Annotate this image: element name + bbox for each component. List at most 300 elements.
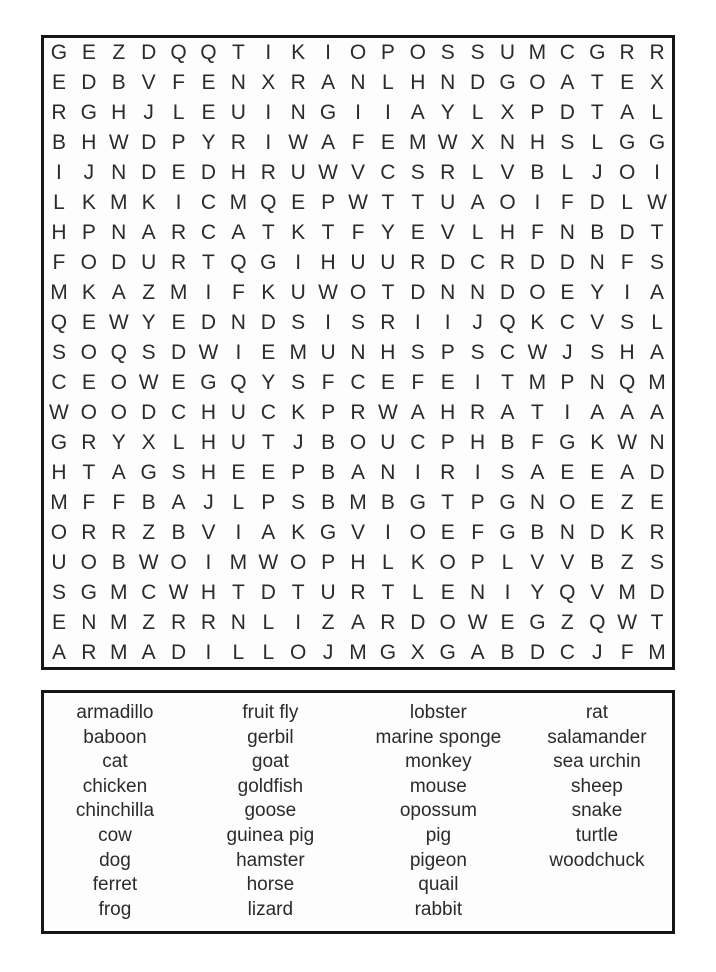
grid-cell[interactable]: R: [81, 520, 97, 544]
grid-cell[interactable]: R: [81, 430, 97, 454]
grid-cell[interactable]: I: [474, 460, 481, 484]
grid-cell[interactable]: L: [262, 640, 275, 664]
grid-cell[interactable]: A: [560, 71, 575, 95]
grid-cell[interactable]: D: [81, 71, 97, 95]
grid-cell[interactable]: F: [620, 640, 634, 664]
grid-cell[interactable]: I: [654, 161, 660, 185]
grid-cell[interactable]: T: [590, 101, 604, 125]
grid-cell[interactable]: F: [112, 490, 126, 514]
grid-cell[interactable]: E: [590, 460, 605, 484]
grid-cell[interactable]: H: [200, 580, 217, 604]
grid-cell[interactable]: H: [200, 430, 217, 454]
grid-cell[interactable]: U: [51, 550, 67, 574]
grid-cell[interactable]: Y: [590, 281, 605, 305]
grid-cell[interactable]: D: [141, 131, 157, 155]
grid-cell[interactable]: B: [171, 520, 186, 544]
grid-cell[interactable]: P: [440, 430, 455, 454]
grid-cell[interactable]: W: [288, 131, 309, 155]
grid-cell[interactable]: B: [321, 460, 336, 484]
grid-cell[interactable]: Y: [141, 311, 156, 335]
grid-cell[interactable]: E: [620, 71, 635, 95]
grid-cell[interactable]: O: [170, 550, 187, 574]
grid-cell[interactable]: B: [500, 640, 515, 664]
grid-cell[interactable]: T: [291, 580, 305, 604]
grid-cell[interactable]: S: [410, 161, 425, 185]
grid-cell[interactable]: U: [380, 430, 396, 454]
grid-cell[interactable]: C: [559, 311, 575, 335]
grid-cell[interactable]: I: [384, 101, 391, 125]
grid-cell[interactable]: W: [467, 610, 488, 634]
grid-cell[interactable]: I: [474, 370, 481, 394]
grid-cell[interactable]: Q: [200, 41, 217, 65]
grid-cell[interactable]: C: [410, 430, 426, 454]
grid-cell[interactable]: M: [50, 490, 68, 514]
grid-cell[interactable]: H: [440, 400, 456, 424]
grid-cell[interactable]: A: [350, 460, 365, 484]
grid-cell[interactable]: V: [141, 71, 156, 95]
grid-cell[interactable]: M: [618, 580, 636, 604]
grid-cell[interactable]: U: [141, 251, 157, 275]
grid-cell[interactable]: I: [205, 281, 212, 305]
grid-cell[interactable]: K: [291, 41, 306, 65]
grid-cell[interactable]: S: [171, 460, 186, 484]
grid-cell[interactable]: C: [200, 191, 217, 215]
grid-cell[interactable]: I: [414, 460, 421, 484]
grid-cell[interactable]: U: [230, 101, 246, 125]
grid-cell[interactable]: M: [229, 550, 248, 574]
grid-cell[interactable]: A: [321, 131, 336, 155]
grid-cell[interactable]: V: [440, 221, 455, 245]
grid-cell[interactable]: D: [589, 520, 605, 544]
grid-cell[interactable]: N: [649, 430, 665, 454]
grid-cell[interactable]: R: [470, 400, 486, 424]
grid-cell[interactable]: O: [290, 640, 307, 664]
grid-cell[interactable]: A: [231, 221, 246, 245]
grid-cell[interactable]: A: [620, 101, 635, 125]
grid-cell[interactable]: H: [200, 460, 217, 484]
grid-cell[interactable]: A: [590, 400, 605, 424]
grid-cell[interactable]: I: [624, 281, 631, 305]
grid-cell[interactable]: A: [470, 191, 485, 215]
grid-cell[interactable]: O: [80, 550, 98, 574]
grid-cell[interactable]: S: [620, 311, 635, 335]
grid-cell[interactable]: K: [81, 281, 96, 305]
grid-cell[interactable]: J: [83, 161, 95, 185]
grid-cell[interactable]: P: [291, 460, 306, 484]
grid-cell[interactable]: Z: [112, 41, 126, 65]
grid-cell[interactable]: E: [380, 131, 395, 155]
grid-cell[interactable]: P: [530, 101, 545, 125]
grid-cell[interactable]: C: [51, 370, 67, 394]
grid-cell[interactable]: K: [291, 400, 306, 424]
grid-cell[interactable]: M: [349, 490, 367, 514]
grid-cell[interactable]: D: [559, 251, 575, 275]
grid-cell[interactable]: U: [290, 281, 306, 305]
grid-cell[interactable]: I: [414, 311, 421, 335]
grid-cell[interactable]: G: [319, 520, 337, 544]
grid-cell[interactable]: S: [350, 311, 365, 335]
grid-cell[interactable]: V: [590, 311, 605, 335]
grid-cell[interactable]: F: [620, 251, 634, 275]
grid-cell[interactable]: Z: [560, 610, 574, 634]
grid-cell[interactable]: W: [437, 131, 458, 155]
grid-cell[interactable]: G: [648, 131, 666, 155]
grid-cell[interactable]: M: [648, 640, 666, 664]
grid-cell[interactable]: P: [380, 41, 395, 65]
grid-cell[interactable]: R: [619, 41, 635, 65]
grid-cell[interactable]: I: [564, 400, 571, 424]
grid-cell[interactable]: O: [80, 400, 98, 424]
grid-cell[interactable]: S: [470, 340, 485, 364]
grid-cell[interactable]: L: [561, 161, 574, 185]
grid-cell[interactable]: M: [289, 340, 307, 364]
grid-cell[interactable]: D: [529, 640, 545, 664]
grid-cell[interactable]: G: [499, 490, 516, 514]
grid-cell[interactable]: F: [411, 370, 425, 394]
grid-cell[interactable]: C: [141, 580, 157, 604]
grid-cell[interactable]: D: [499, 281, 516, 305]
grid-cell[interactable]: B: [530, 520, 545, 544]
grid-cell[interactable]: O: [618, 161, 636, 185]
grid-cell[interactable]: N: [589, 370, 605, 394]
grid-cell[interactable]: E: [291, 191, 306, 215]
grid-cell[interactable]: F: [321, 370, 335, 394]
grid-cell[interactable]: D: [440, 251, 456, 275]
grid-cell[interactable]: P: [81, 221, 96, 245]
grid-cell[interactable]: G: [499, 520, 516, 544]
grid-cell[interactable]: R: [170, 610, 187, 634]
grid-cell[interactable]: Z: [142, 281, 156, 305]
grid-cell[interactable]: V: [530, 550, 545, 574]
grid-cell[interactable]: W: [527, 340, 548, 364]
grid-cell[interactable]: V: [590, 580, 605, 604]
grid-cell[interactable]: Q: [499, 311, 516, 335]
grid-cell[interactable]: T: [381, 281, 395, 305]
grid-cell[interactable]: Q: [618, 370, 636, 394]
grid-cell[interactable]: Y: [380, 221, 395, 245]
grid-cell[interactable]: G: [409, 490, 426, 514]
grid-cell[interactable]: W: [198, 340, 219, 364]
grid-cell[interactable]: E: [650, 490, 665, 514]
grid-cell[interactable]: D: [649, 580, 665, 604]
grid-cell[interactable]: F: [531, 430, 544, 454]
grid-cell[interactable]: S: [291, 370, 306, 394]
grid-cell[interactable]: S: [500, 460, 515, 484]
grid-cell[interactable]: C: [559, 640, 575, 664]
grid-cell[interactable]: D: [260, 580, 276, 604]
grid-cell[interactable]: Z: [620, 490, 634, 514]
grid-cell[interactable]: C: [470, 251, 486, 275]
grid-cell[interactable]: N: [380, 460, 396, 484]
grid-cell[interactable]: G: [140, 460, 157, 484]
grid-cell[interactable]: L: [232, 640, 245, 664]
grid-cell[interactable]: M: [528, 370, 547, 394]
grid-cell[interactable]: B: [321, 430, 336, 454]
grid-cell[interactable]: Z: [142, 520, 156, 544]
grid-cell[interactable]: H: [499, 221, 516, 245]
grid-cell[interactable]: E: [81, 311, 96, 335]
grid-cell[interactable]: F: [172, 71, 185, 95]
grid-cell[interactable]: P: [470, 550, 485, 574]
grid-cell[interactable]: G: [260, 251, 277, 275]
grid-cell[interactable]: E: [171, 161, 186, 185]
grid-cell[interactable]: W: [377, 400, 398, 424]
grid-cell[interactable]: V: [350, 161, 365, 185]
grid-cell[interactable]: R: [111, 520, 127, 544]
grid-cell[interactable]: D: [111, 251, 127, 275]
grid-cell[interactable]: E: [51, 610, 66, 634]
grid-cell[interactable]: P: [321, 191, 336, 215]
grid-cell[interactable]: R: [81, 640, 97, 664]
grid-cell[interactable]: J: [591, 161, 603, 185]
grid-cell[interactable]: R: [649, 41, 665, 65]
grid-cell[interactable]: N: [230, 71, 246, 95]
grid-cell[interactable]: E: [51, 71, 66, 95]
grid-cell[interactable]: N: [559, 520, 575, 544]
grid-cell[interactable]: E: [171, 370, 186, 394]
grid-cell[interactable]: V: [560, 550, 575, 574]
grid-cell[interactable]: E: [560, 281, 575, 305]
grid-cell[interactable]: G: [50, 41, 68, 65]
grid-cell[interactable]: H: [619, 340, 635, 364]
grid-cell[interactable]: C: [170, 400, 187, 424]
grid-cell[interactable]: P: [171, 131, 186, 155]
grid-cell[interactable]: T: [590, 71, 604, 95]
grid-cell[interactable]: M: [169, 281, 188, 305]
grid-cell[interactable]: N: [111, 161, 127, 185]
grid-cell[interactable]: H: [380, 340, 396, 364]
grid-cell[interactable]: B: [380, 490, 395, 514]
grid-cell[interactable]: Q: [589, 610, 606, 634]
grid-cell[interactable]: O: [110, 370, 127, 394]
grid-cell[interactable]: M: [648, 370, 666, 394]
grid-cell[interactable]: E: [410, 221, 425, 245]
grid-cell[interactable]: O: [349, 281, 367, 305]
grid-cell[interactable]: W: [647, 191, 667, 215]
grid-cell[interactable]: H: [51, 460, 67, 484]
grid-cell[interactable]: O: [529, 281, 546, 305]
grid-cell[interactable]: U: [350, 251, 366, 275]
grid-cell[interactable]: I: [205, 550, 212, 574]
grid-cell[interactable]: S: [141, 340, 156, 364]
grid-cell[interactable]: R: [440, 460, 456, 484]
grid-cell[interactable]: W: [138, 370, 159, 394]
grid-cell[interactable]: Q: [230, 251, 247, 275]
grid-cell[interactable]: L: [411, 580, 424, 604]
grid-cell[interactable]: G: [80, 580, 98, 604]
grid-cell[interactable]: J: [472, 311, 483, 335]
grid-cell[interactable]: C: [559, 41, 575, 65]
grid-cell[interactable]: B: [321, 490, 336, 514]
grid-cell[interactable]: W: [138, 550, 159, 574]
grid-cell[interactable]: R: [350, 580, 366, 604]
grid-cell[interactable]: I: [295, 251, 302, 275]
grid-cell[interactable]: R: [200, 610, 217, 634]
grid-cell[interactable]: G: [80, 101, 98, 125]
grid-cell[interactable]: T: [531, 400, 544, 424]
grid-cell[interactable]: U: [499, 41, 516, 65]
grid-cell[interactable]: D: [141, 400, 157, 424]
grid-cell[interactable]: T: [501, 370, 514, 394]
grid-cell[interactable]: H: [470, 430, 486, 454]
grid-cell[interactable]: D: [529, 251, 545, 275]
grid-cell[interactable]: W: [258, 550, 279, 574]
grid-cell[interactable]: L: [651, 311, 663, 335]
grid-cell[interactable]: T: [411, 191, 425, 215]
grid-cell[interactable]: R: [440, 161, 456, 185]
grid-cell[interactable]: O: [499, 191, 516, 215]
grid-cell[interactable]: A: [141, 640, 156, 664]
grid-cell[interactable]: G: [618, 131, 636, 155]
grid-cell[interactable]: D: [260, 311, 276, 335]
grid-cell[interactable]: Y: [201, 131, 216, 155]
grid-cell[interactable]: E: [380, 370, 395, 394]
grid-cell[interactable]: F: [351, 221, 365, 245]
grid-cell[interactable]: V: [350, 520, 365, 544]
grid-cell[interactable]: L: [651, 101, 663, 125]
grid-cell[interactable]: F: [52, 251, 66, 275]
grid-cell[interactable]: O: [439, 550, 456, 574]
grid-cell[interactable]: Q: [50, 311, 68, 335]
grid-cell[interactable]: A: [530, 460, 545, 484]
grid-cell[interactable]: F: [351, 131, 365, 155]
grid-cell[interactable]: M: [409, 131, 427, 155]
grid-cell[interactable]: H: [410, 71, 426, 95]
grid-cell[interactable]: O: [409, 41, 426, 65]
grid-cell[interactable]: M: [229, 191, 248, 215]
grid-cell[interactable]: O: [110, 400, 127, 424]
grid-cell[interactable]: B: [530, 161, 545, 185]
grid-cell[interactable]: R: [170, 221, 187, 245]
grid-cell[interactable]: J: [203, 490, 214, 514]
grid-cell[interactable]: N: [290, 101, 306, 125]
grid-cell[interactable]: L: [621, 191, 633, 215]
grid-cell[interactable]: E: [440, 580, 455, 604]
grid-cell[interactable]: D: [170, 640, 187, 664]
grid-cell[interactable]: L: [471, 221, 484, 245]
grid-cell[interactable]: N: [350, 71, 366, 95]
grid-cell[interactable]: A: [410, 101, 425, 125]
grid-cell[interactable]: A: [650, 340, 665, 364]
grid-cell[interactable]: D: [170, 340, 187, 364]
grid-cell[interactable]: I: [295, 610, 302, 634]
grid-cell[interactable]: D: [470, 71, 486, 95]
grid-cell[interactable]: F: [560, 191, 574, 215]
grid-cell[interactable]: F: [231, 281, 245, 305]
grid-cell[interactable]: O: [349, 430, 367, 454]
grid-cell[interactable]: C: [200, 221, 217, 245]
grid-cell[interactable]: W: [617, 430, 638, 454]
grid-cell[interactable]: J: [143, 101, 154, 125]
grid-cell[interactable]: M: [110, 640, 128, 664]
grid-cell[interactable]: B: [111, 71, 126, 95]
grid-cell[interactable]: X: [141, 430, 156, 454]
grid-cell[interactable]: Q: [110, 340, 127, 364]
grid-cell[interactable]: A: [620, 400, 635, 424]
grid-cell[interactable]: E: [81, 370, 96, 394]
grid-cell[interactable]: C: [260, 400, 276, 424]
grid-cell[interactable]: O: [80, 340, 98, 364]
grid-cell[interactable]: B: [111, 550, 126, 574]
grid-cell[interactable]: H: [350, 550, 366, 574]
grid-cell[interactable]: P: [470, 490, 485, 514]
grid-cell[interactable]: R: [410, 251, 426, 275]
grid-cell[interactable]: Z: [321, 610, 335, 634]
grid-cell[interactable]: G: [439, 640, 456, 664]
grid-cell[interactable]: F: [531, 221, 544, 245]
grid-cell[interactable]: E: [231, 460, 246, 484]
grid-cell[interactable]: T: [231, 41, 245, 65]
grid-cell[interactable]: I: [265, 101, 272, 125]
grid-cell[interactable]: P: [321, 550, 336, 574]
grid-cell[interactable]: T: [261, 221, 275, 245]
grid-cell[interactable]: O: [559, 490, 576, 514]
grid-cell[interactable]: X: [650, 71, 665, 95]
grid-cell[interactable]: T: [441, 490, 455, 514]
grid-cell[interactable]: W: [49, 400, 69, 424]
grid-cell[interactable]: H: [200, 400, 217, 424]
grid-cell[interactable]: B: [500, 430, 515, 454]
grid-cell[interactable]: K: [530, 311, 545, 335]
grid-cell[interactable]: G: [200, 370, 217, 394]
grid-cell[interactable]: Y: [530, 580, 545, 604]
grid-cell[interactable]: Q: [260, 191, 277, 215]
grid-cell[interactable]: I: [325, 311, 332, 335]
grid-cell[interactable]: W: [108, 131, 129, 155]
grid-cell[interactable]: K: [291, 520, 306, 544]
grid-cell[interactable]: N: [230, 311, 246, 335]
grid-cell[interactable]: G: [319, 101, 337, 125]
grid-cell[interactable]: X: [261, 71, 276, 95]
grid-cell[interactable]: K: [261, 281, 276, 305]
grid-cell[interactable]: D: [141, 41, 157, 65]
grid-cell[interactable]: G: [529, 610, 546, 634]
grid-cell[interactable]: X: [500, 101, 515, 125]
grid-cell[interactable]: N: [440, 71, 456, 95]
grid-cell[interactable]: L: [172, 430, 185, 454]
grid-cell[interactable]: N: [230, 610, 246, 634]
grid-cell[interactable]: I: [235, 340, 242, 364]
grid-cell[interactable]: S: [291, 311, 306, 335]
grid-cell[interactable]: S: [440, 41, 455, 65]
grid-cell[interactable]: B: [590, 221, 605, 245]
grid-cell[interactable]: B: [590, 550, 605, 574]
grid-cell[interactable]: U: [290, 161, 306, 185]
grid-cell[interactable]: A: [650, 400, 665, 424]
grid-cell[interactable]: L: [471, 161, 484, 185]
grid-cell[interactable]: D: [589, 191, 605, 215]
grid-cell[interactable]: F: [471, 520, 485, 544]
grid-cell[interactable]: P: [321, 400, 336, 424]
grid-cell[interactable]: W: [168, 580, 189, 604]
grid-cell[interactable]: I: [325, 41, 332, 65]
grid-cell[interactable]: A: [51, 640, 66, 664]
grid-cell[interactable]: A: [261, 520, 276, 544]
grid-cell[interactable]: E: [261, 340, 276, 364]
grid-cell[interactable]: G: [499, 71, 516, 95]
grid-cell[interactable]: M: [349, 640, 367, 664]
grid-cell[interactable]: A: [111, 281, 126, 305]
grid-cell[interactable]: V: [201, 520, 216, 544]
grid-cell[interactable]: T: [261, 430, 275, 454]
grid-cell[interactable]: Y: [440, 101, 455, 125]
grid-cell[interactable]: P: [440, 340, 455, 364]
grid-cell[interactable]: L: [262, 610, 275, 634]
grid-cell[interactable]: T: [381, 191, 395, 215]
grid-cell[interactable]: R: [499, 251, 516, 275]
grid-cell[interactable]: R: [170, 251, 187, 275]
grid-cell[interactable]: F: [82, 490, 96, 514]
